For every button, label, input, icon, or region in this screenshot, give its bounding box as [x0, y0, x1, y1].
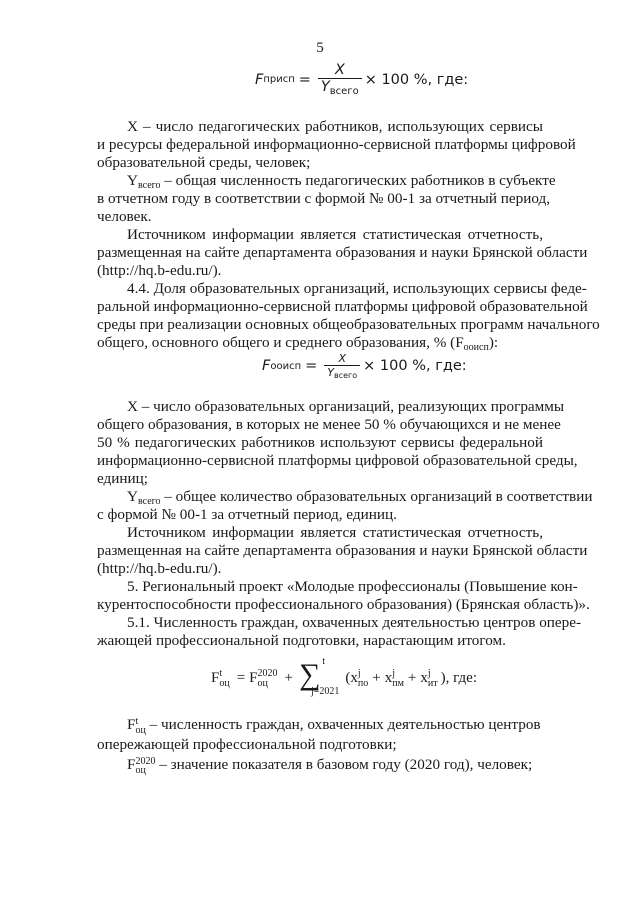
text-line: общего образования, в которых не менее 50 % обучающихся и не менее	[97, 416, 561, 433]
formula-lhs: F	[211, 670, 220, 686]
text-line: (http://hq.b-edu.ru/).	[97, 262, 222, 279]
text-line	[127, 716, 543, 735]
symbol-sub: всего	[137, 180, 161, 191]
sum-upper-limit: t	[322, 656, 326, 667]
formula-tail: × 100 %, где:	[364, 71, 469, 88]
symbol-sub: ооисп	[463, 342, 489, 353]
formula-tail: ), где:	[440, 670, 477, 686]
text-fragment: ):	[488, 334, 499, 351]
text-line: информационно-сервисной платформы цифровой образовательной среды,	[97, 452, 578, 469]
text-fragment: – значение показателя в базовом году (2020 год), человек;	[155, 756, 533, 773]
symbol-sub: оц	[135, 764, 146, 776]
term-sub: по	[357, 677, 369, 689]
sum-lower-limit: j=2021	[310, 686, 340, 697]
text-line: X – число образовательных организаций, реализующих программы	[127, 398, 565, 415]
symbol-sup: t	[135, 715, 139, 727]
formula-eq: =	[305, 358, 318, 374]
term-sup: j	[427, 667, 431, 679]
formula-lhs-sub: присп	[263, 74, 295, 85]
text-fragment: – общая численность педагогических работников в субъекте	[160, 172, 556, 189]
fraction-denominator: Y	[327, 366, 335, 379]
text-line	[127, 756, 532, 775]
symbol-sub: всего	[137, 496, 161, 507]
sum-operator	[297, 656, 340, 697]
page-number: 5	[316, 40, 324, 56]
fraction-numerator: X	[338, 352, 346, 365]
text-line: и ресурсы федеральной информационно-сервисной платформы цифровой	[97, 136, 576, 153]
term-sub: пм	[392, 677, 404, 689]
text-line: среды при реализации основных общеобразовательных программ начального	[97, 316, 600, 333]
formula-term: x	[420, 670, 428, 686]
formula-eq: =	[236, 670, 246, 686]
text-line: с формой № 00-1 за отчетный период, единиц.	[97, 506, 397, 523]
symbol: Y	[127, 488, 138, 505]
text-line: 50 % педагогических работников используют сервисы федеральной	[97, 434, 543, 451]
text-line: опережающей профессиональной подготовки;	[97, 736, 397, 753]
symbol-sup: 2020	[135, 755, 156, 767]
text-line: курентоспособности профессионального образования) (Брянская область)».	[97, 596, 590, 613]
text-line: в отчетном году в соответствии с формой № 00-1 за отчетный период,	[97, 190, 551, 207]
formula-term: x	[384, 670, 393, 686]
text-line: единиц;	[97, 470, 148, 487]
formula-lhs-sup: t	[219, 667, 223, 679]
text-line: размещенная на сайте департамента образования и науки Брянской области	[97, 244, 588, 261]
text-line: ральной информационно-сервисной платформы цифровой образовательной	[97, 298, 588, 315]
text-line: 5. Региональный проект «Молодые профессионалы (Повышение кон-	[127, 578, 578, 595]
formula-fraction	[318, 62, 362, 97]
formula-lhs-sub: оц	[219, 677, 230, 689]
text-fragment: – численность граждан, охваченных деятельностью центров	[145, 716, 541, 733]
symbol: F	[127, 716, 136, 733]
text-line: X – число педагогических работников, использующих сервисы	[127, 118, 543, 135]
formula-f-oc: F t оц = F 2020 оц + ∑ t j=2021 (x j по + x j пм + x j ит ), где:	[211, 656, 477, 697]
fraction-denominator-sub: всего	[329, 86, 359, 97]
formula-lhs: F	[262, 358, 271, 374]
symbol: Y	[127, 172, 138, 189]
formula-tail: × 100 %, где:	[363, 358, 467, 374]
text-line: размещенная на сайте департамента образования и науки Брянской области	[97, 542, 588, 559]
symbol-sub: оц	[135, 724, 146, 736]
text-fragment: общего, основного общего и среднего образования, % (F	[97, 334, 464, 351]
term-sup: j	[357, 667, 361, 679]
formula-f-prisp	[255, 62, 468, 97]
sigma-icon: ∑	[298, 658, 321, 691]
symbol: F	[127, 756, 136, 773]
fraction-numerator: X	[334, 62, 345, 78]
formula-f-ooisp	[262, 352, 467, 380]
text-line: человек.	[97, 208, 152, 225]
term-sub: ит	[427, 677, 438, 689]
text-fragment: – общее количество образовательных организаций в соответствии	[160, 488, 593, 505]
formula-base-sub: оц	[257, 677, 268, 689]
formula-base-sup: 2020	[257, 667, 278, 679]
text-line: образовательной среды, человек;	[97, 154, 311, 171]
text-line: Источником информации является статистическая отчетность,	[127, 226, 543, 243]
text-line: Источником информации является статистическая отчетность,	[127, 524, 543, 541]
text-line: жающей профессиональной подготовки, нарастающим итогом.	[97, 632, 506, 649]
fraction-denominator-sub: всего	[334, 371, 358, 380]
term-sup: j	[392, 667, 396, 679]
text-line: (http://hq.b-edu.ru/).	[97, 560, 222, 577]
formula-lhs-sub: ооисп	[270, 360, 302, 372]
fraction-denominator: Y	[320, 79, 330, 95]
text-line: 5.1. Численность граждан, охваченных деятельностью центров опере-	[127, 614, 582, 631]
formula-term: (x	[345, 670, 358, 686]
formula-base: F	[249, 670, 258, 686]
formula-plus: +	[284, 670, 293, 686]
formula-eq: =	[298, 71, 311, 88]
formula-lhs: F	[255, 71, 264, 88]
text-line: 4.4. Доля образовательных организаций, использующих сервисы феде-	[127, 280, 587, 297]
formula-fraction	[324, 352, 360, 380]
